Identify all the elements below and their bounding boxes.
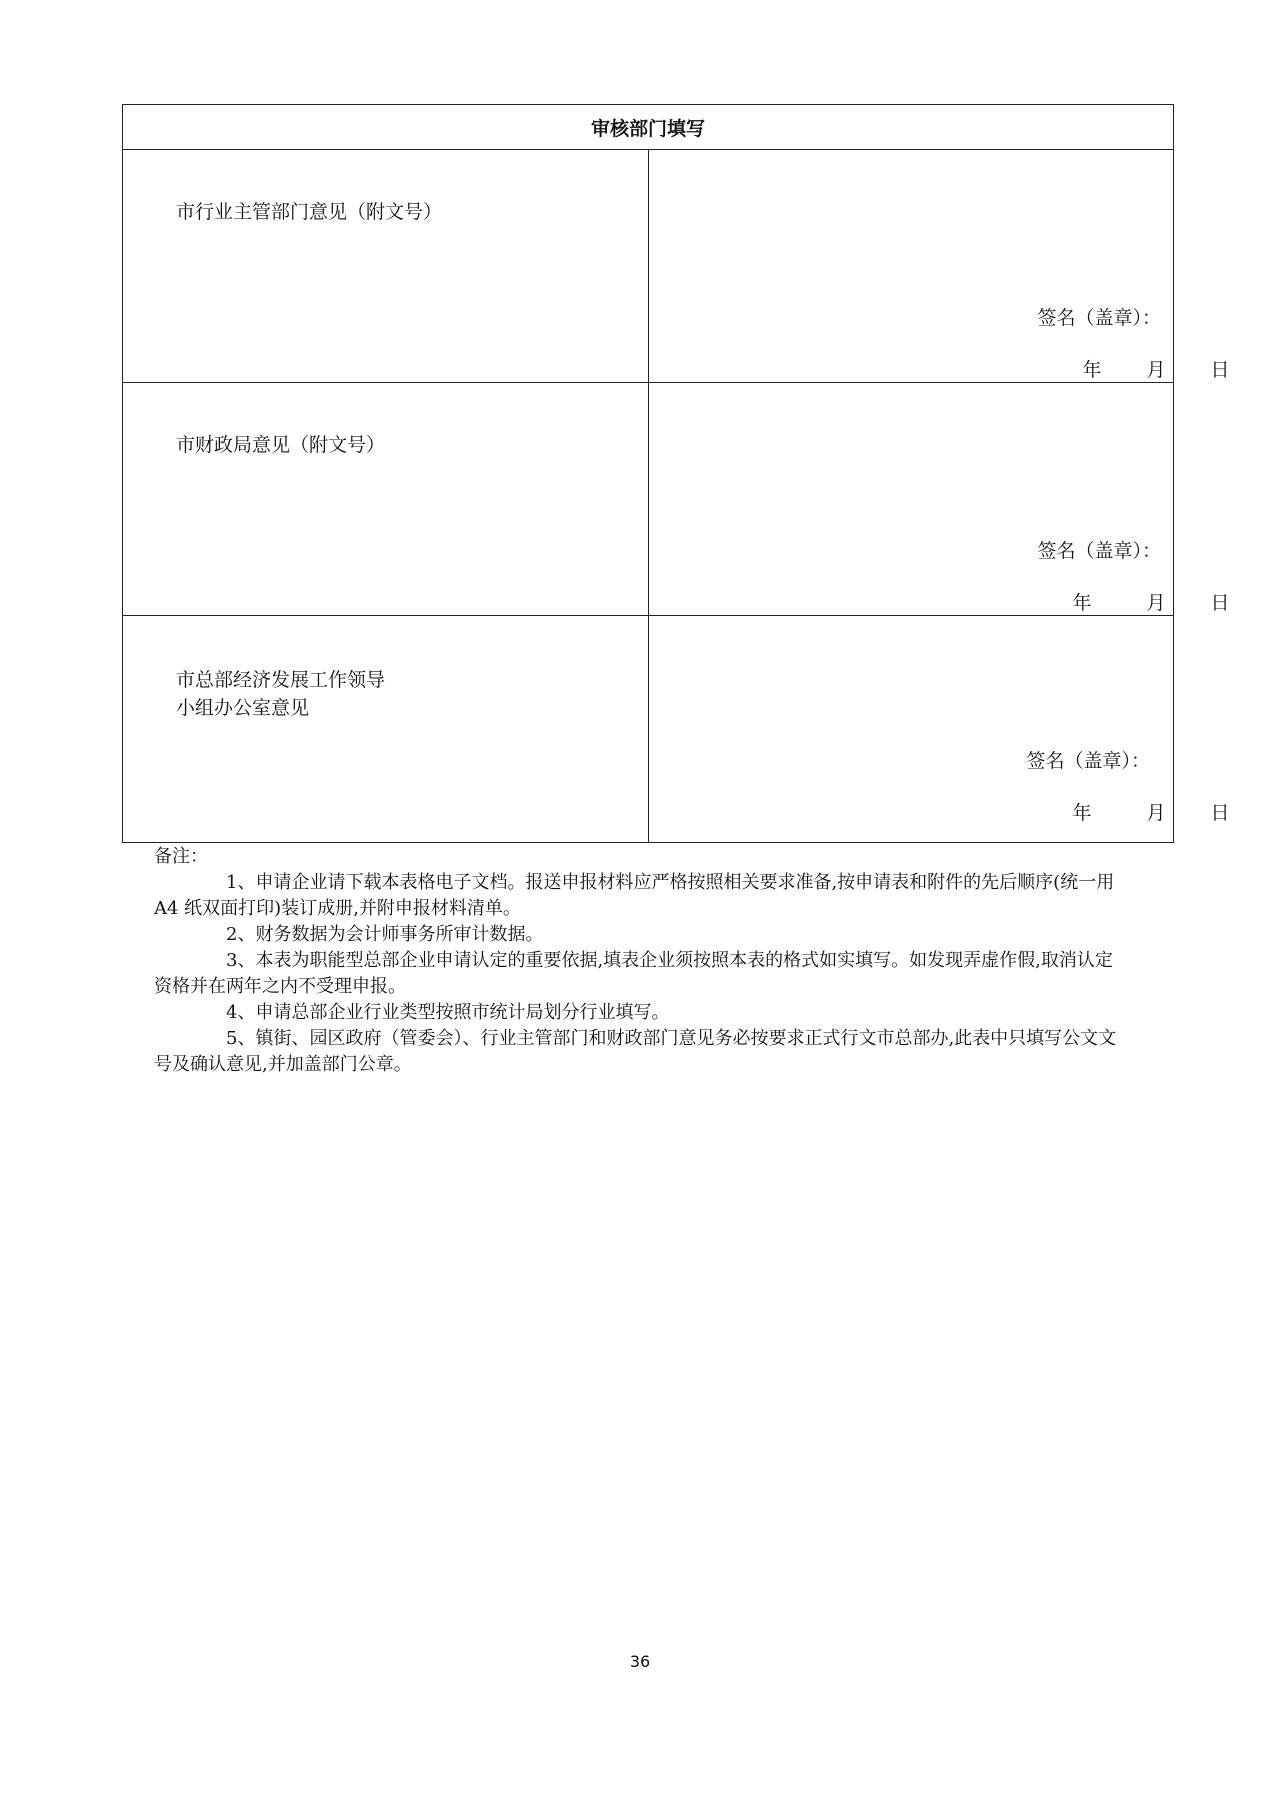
note-item: 5、镇街、园区政府（管委会）、行业主管部门和财政部门意见务必按要求正式行文市总部办,此表中只填写公文文号及确认意见,并加盖部门公章。 <box>154 1028 1117 1075</box>
table-row <box>123 150 1174 383</box>
row-label-line-2: 小组办公室意见 <box>176 697 310 719</box>
note-item: 1、申请企业请下载本表格电子文档。报送申报材料应严格按照相关要求准备,按申请表和附件的先后顺序(统一用 A4 纸双面打印)装订成册,并附申报材料清单。 <box>154 872 1115 919</box>
year-label: 年 <box>1072 592 1092 614</box>
page-number: 36 <box>629 1652 651 1671</box>
table-header: 审核部门填写 <box>123 105 1174 150</box>
signature-label: 签名（盖章）： <box>1026 750 1151 772</box>
year-label: 年 <box>1082 359 1102 381</box>
review-form-table <box>122 104 1230 843</box>
table-row <box>123 616 1174 843</box>
month-label: 月 <box>1146 359 1166 381</box>
note-item: 3、本表为职能型总部企业申请认定的重要依据,填表企业须按照本表的格式如实填写。如发现弄虚作假,取消认定资格并在两年之内不受理申报。 <box>154 950 1113 997</box>
month-label: 月 <box>1146 592 1166 614</box>
row-label: 市行业主管部门意见（附文号） <box>176 201 443 223</box>
opinion-cell[interactable] <box>648 150 1230 383</box>
date-line <box>1083 355 1233 379</box>
notes-section <box>122 844 1122 1078</box>
row-label-line-1: 市总部经济发展工作领导 <box>176 669 386 691</box>
notes-title: 备注： <box>154 846 208 867</box>
day-label: 日 <box>1210 359 1230 381</box>
table-row <box>123 383 1174 616</box>
day-label: 日 <box>1210 802 1230 824</box>
year-label: 年 <box>1072 802 1092 824</box>
month-label: 月 <box>1146 802 1166 824</box>
row-label: 市财政局意见（附文号） <box>176 434 386 456</box>
day-label: 日 <box>1210 592 1230 614</box>
label-cell <box>123 616 649 843</box>
signature-label: 签名（盖章）： <box>1037 540 1162 562</box>
label-cell <box>123 383 649 616</box>
date-line <box>1073 798 1233 822</box>
note-item: 4、申请总部企业行业类型按照市统计局划分行业填写。 <box>226 1002 670 1023</box>
opinion-cell[interactable] <box>648 383 1230 616</box>
opinion-cell[interactable] <box>648 616 1230 843</box>
row-label <box>176 666 385 722</box>
label-cell <box>123 150 649 383</box>
date-line <box>1073 588 1233 612</box>
note-item: 2、财务数据为会计师事务所审计数据。 <box>226 924 544 945</box>
signature-label: 签名（盖章）： <box>1037 307 1162 329</box>
